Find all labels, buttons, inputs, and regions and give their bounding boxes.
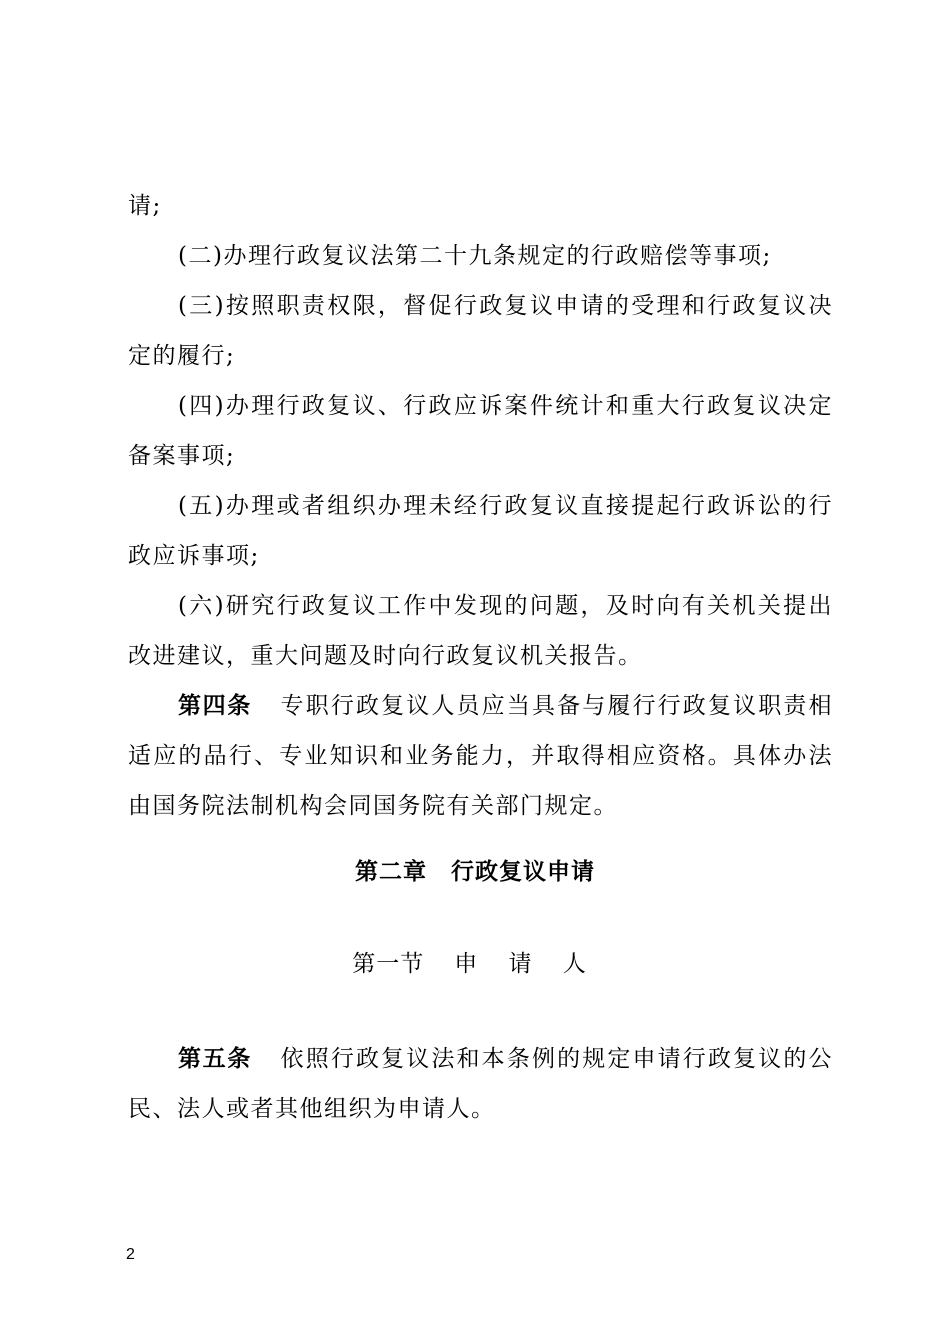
list-item-text: (三)按照职责权限，督促行政复议申请的受理和行政复议决定的履行;	[128, 293, 833, 369]
paragraph-continuation	[128, 181, 833, 231]
article-text: 依照行政复议法和本条例的规定申请行政复议的公民、法人或者其他组织为申请人。	[128, 1046, 834, 1122]
article-4	[128, 681, 833, 831]
list-item-4	[128, 381, 833, 481]
page-number: 2	[126, 1246, 135, 1263]
list-item-5	[128, 481, 833, 581]
list-item-3	[128, 281, 833, 381]
article-label: 第五条	[178, 1046, 252, 1072]
list-item-6	[128, 581, 833, 681]
list-item-text: (六)研究行政复议工作中发现的问题，及时向有关机关提出改进建议，重大问题及时向行政复议机关报告。	[128, 593, 833, 669]
list-item-text: (二)办理行政复议法第二十九条规定的行政赔偿等事项;	[178, 243, 772, 269]
chapter-title: 行政复议申请	[451, 859, 595, 885]
article-text: 专职行政复议人员应当具备与履行行政复议职责相适应的品行、专业知识和业务能力，并取得相应资格。具体办法由国务院法制机构会同国务院有关部门规定。	[128, 693, 834, 819]
article-label: 第四条	[178, 693, 252, 719]
list-item-text: (五)办理或者组织办理未经行政复议直接提起行政诉讼的行政应诉事项;	[128, 493, 833, 569]
section-heading	[0, 944, 950, 984]
article-5	[128, 1034, 833, 1134]
list-item-text: (四)办理行政复议、行政应诉案件统计和重大行政复议决定备案事项;	[128, 393, 833, 469]
chapter-number: 第二章	[355, 859, 427, 885]
list-item-2	[128, 231, 833, 281]
section-number: 第一节	[352, 951, 425, 977]
continuation-text: 请;	[128, 193, 162, 219]
chapter-heading	[0, 852, 950, 892]
section-title: 申 请 人	[454, 951, 598, 977]
